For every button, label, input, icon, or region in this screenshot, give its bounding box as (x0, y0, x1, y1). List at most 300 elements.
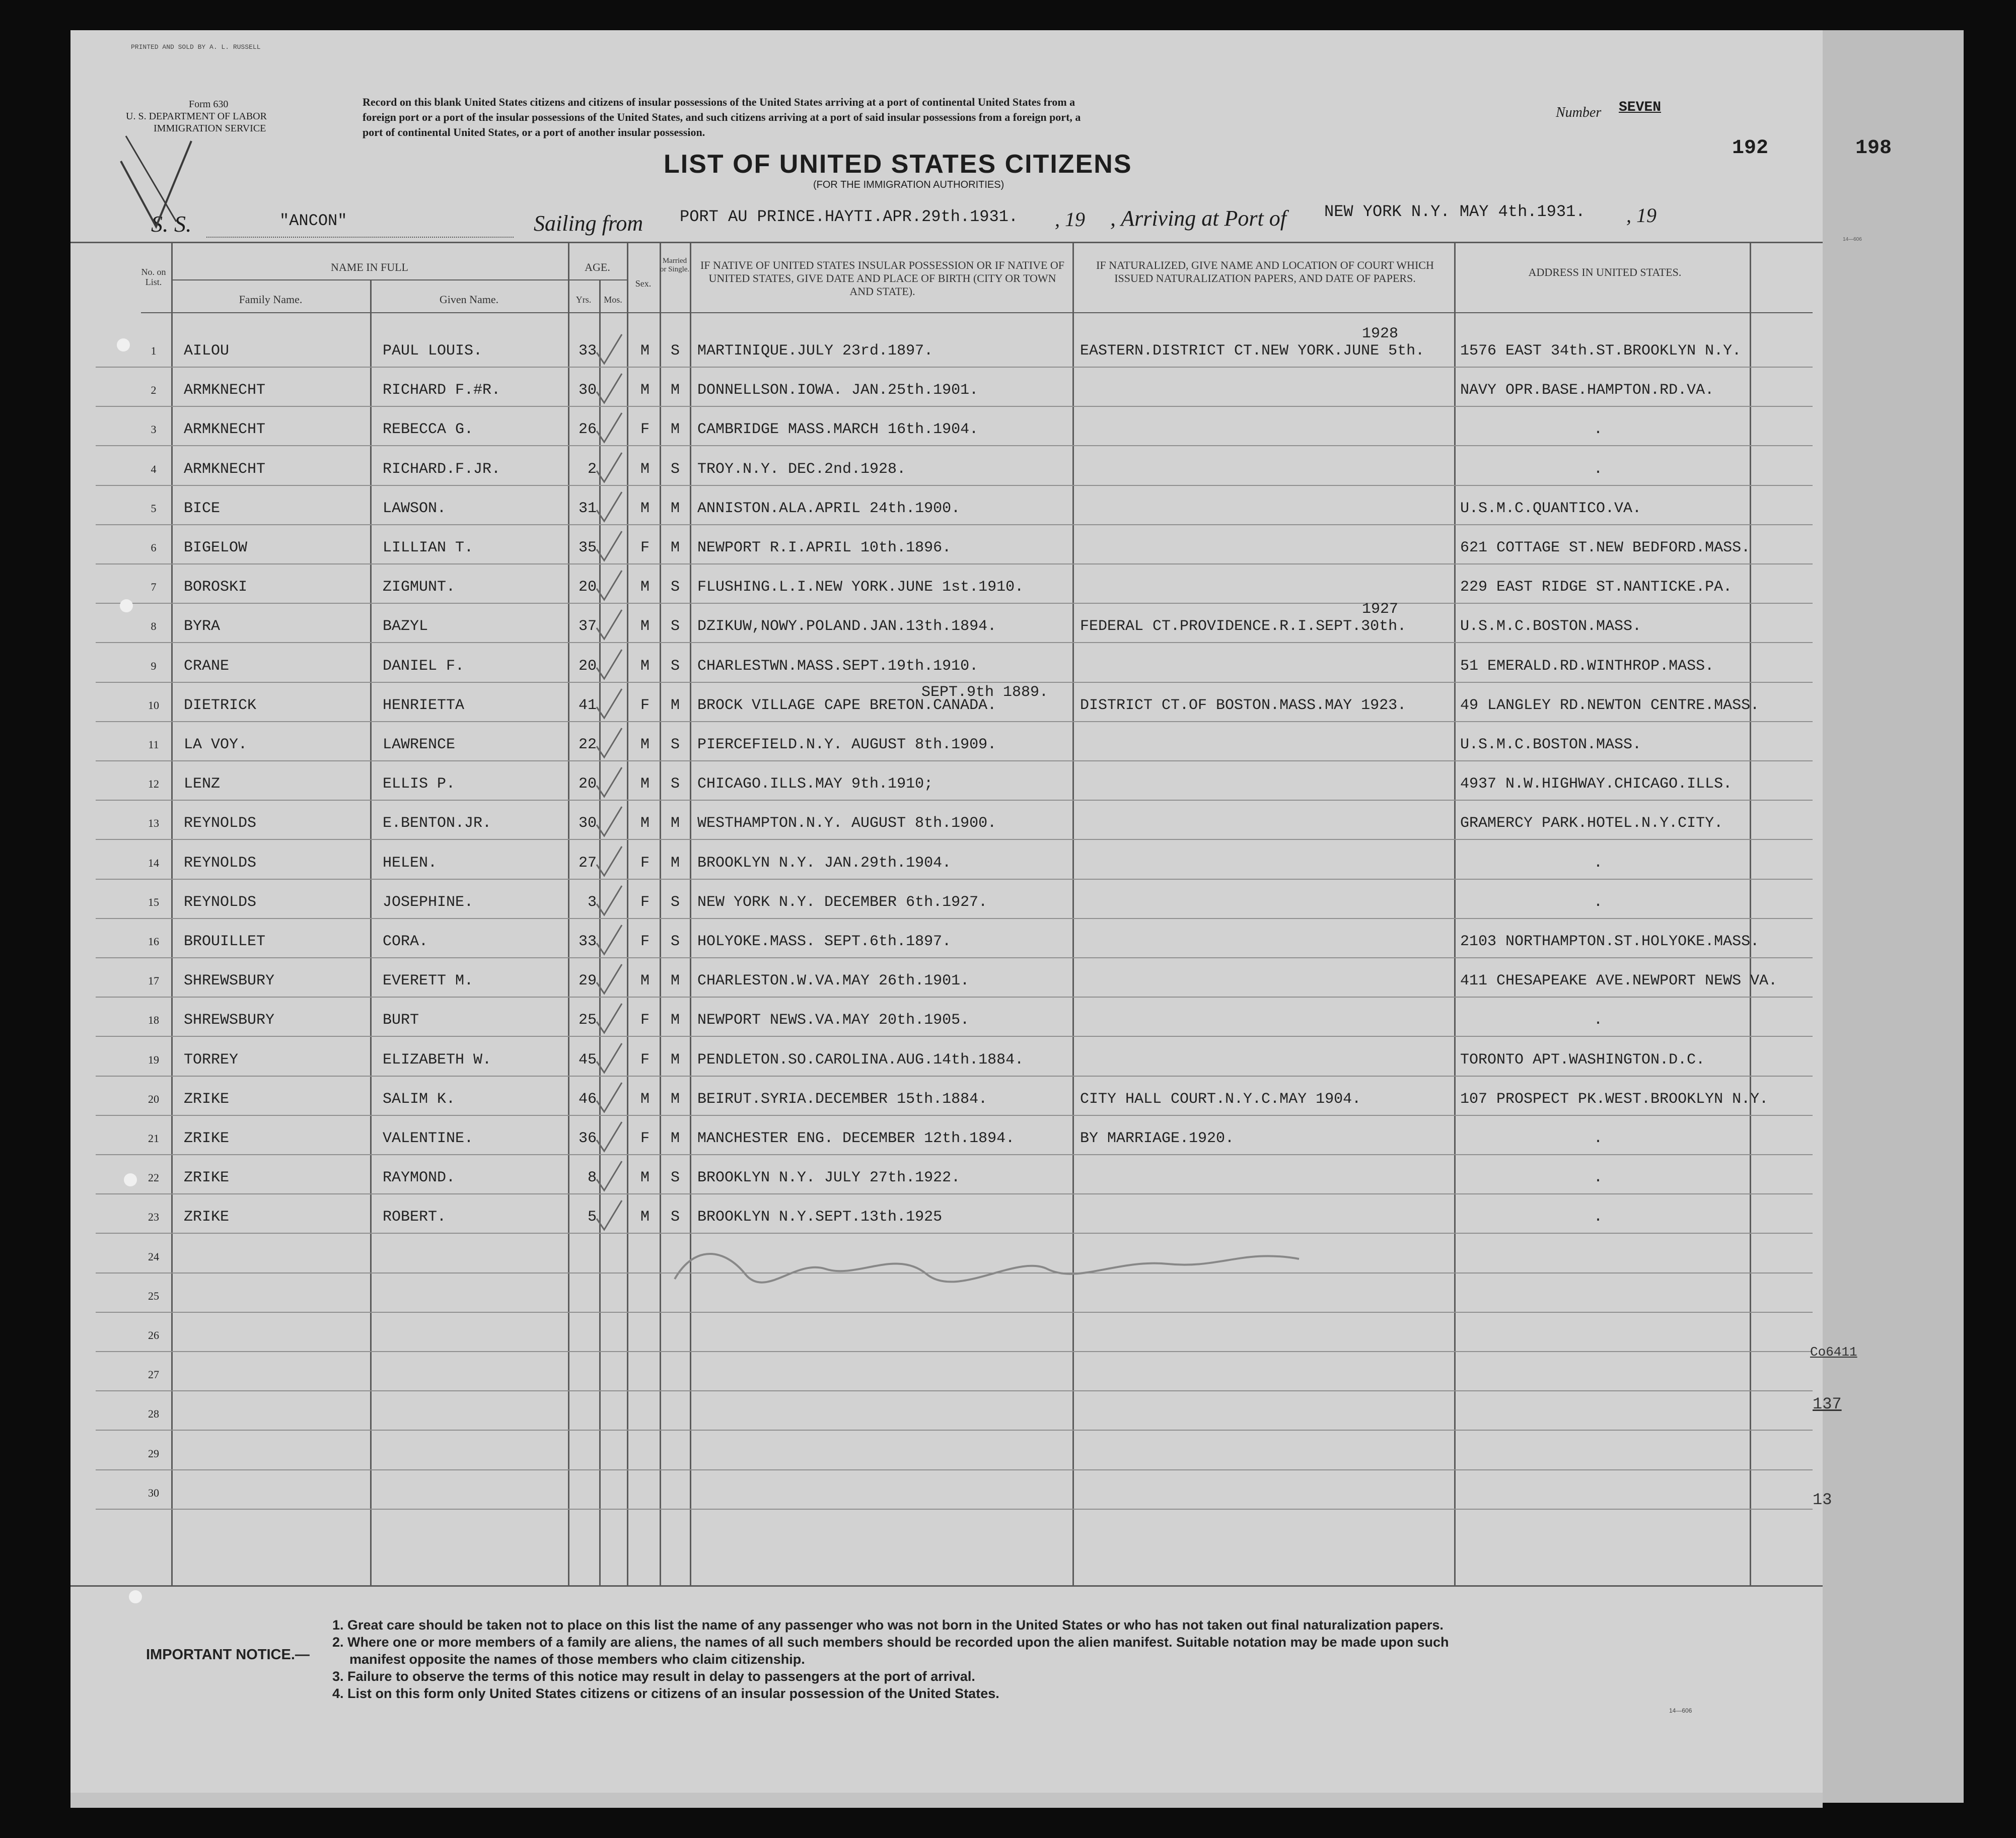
margin-note: 137 (1813, 1395, 1842, 1413)
col-divider (627, 242, 628, 1585)
cell-birth: NEWPORT R.I.APRIL 10th.1896. (697, 539, 952, 556)
cell-yrs: 31 (578, 500, 597, 517)
notice-item: 4. List on this form only United States citizens or citizens of an insular possession of the United States. (332, 1686, 999, 1701)
cell-no: 6 (151, 541, 157, 554)
tick-mark-icon (594, 726, 624, 761)
tick-mark-icon (594, 1081, 624, 1116)
cell-sex: M (640, 500, 650, 517)
instruction-line: Record on this blank United States citizens and citizens of insular possessions of the United States arriving at a port of continental United States from a (363, 96, 1075, 108)
row-rule (96, 1351, 1813, 1352)
cell-addr: U.S.M.C.BOSTON.MASS. (1460, 736, 1642, 753)
cell-no: 8 (151, 620, 157, 633)
cell-no: 30 (148, 1486, 159, 1499)
row-rule (96, 721, 1813, 722)
ss-label: S. S. (151, 211, 192, 237)
cell-given: RICHARD.F.JR. (383, 460, 501, 478)
cell-sex: M (640, 342, 650, 360)
cell-ms: M (671, 1012, 680, 1029)
cell-no: 26 (148, 1329, 159, 1341)
cell-sex: F (640, 1012, 650, 1029)
header-name-in-full: NAME IN FULL (331, 261, 408, 273)
cell-no: 17 (148, 974, 159, 987)
cell-ms: M (671, 500, 680, 517)
cell-family: ARMKNECHT (184, 421, 266, 439)
cell-yrs: 27 (578, 854, 597, 872)
tick-mark-icon (594, 1159, 624, 1194)
page-number-left: 192 (1732, 137, 1769, 160)
cell-sex: M (640, 972, 650, 990)
col-divider (1454, 242, 1456, 1585)
tick-mark-icon (594, 765, 624, 801)
cell-addr: 49 LANGLEY RD.NEWTON CENTRE.MASS. (1460, 696, 1760, 714)
tick-mark-icon (594, 372, 624, 407)
tick-mark-icon (594, 844, 624, 880)
tick-mark-icon (594, 923, 624, 958)
cell-addr: TORONTO APT.WASHINGTON.D.C. (1460, 1051, 1705, 1069)
header-given-name: Given Name. (439, 293, 499, 306)
cell-addr: . (1594, 421, 1603, 439)
cell-sex: M (640, 460, 650, 478)
cell-birth: CAMBRIDGE MASS.MARCH 16th.1904. (697, 421, 979, 439)
header-no: No. on List. (141, 267, 166, 287)
cell-yrs: 20 (578, 775, 597, 793)
page-subtitle: (FOR THE IMMIGRATION AUTHORITIES) (813, 179, 1004, 190)
cell-given: BURT (383, 1012, 419, 1029)
header-birth: IF NATIVE OF UNITED STATES INSULAR POSSESSION OR IF NATIVE OF UNITED STATES, GIVE DATE AND PLACE OF BIRTH (CITY OR TOWN AND STATE). (700, 259, 1065, 298)
cell-sex: F (640, 539, 650, 556)
row-rule (96, 1469, 1813, 1470)
cell-given: RAYMOND. (383, 1169, 456, 1187)
form-number: Form 630 (189, 99, 229, 110)
notice-item: 3. Failure to observe the terms of this notice may result in delay to passengers at the port of arrival. (332, 1669, 975, 1684)
col-divider (370, 279, 372, 1585)
cell-birth: TROY.N.Y. DEC.2nd.1928. (697, 460, 906, 478)
col-divider (660, 242, 661, 1585)
cell-sex: M (640, 1090, 650, 1108)
cell-addr: . (1594, 1130, 1603, 1147)
cell-given: JOSEPHINE. (383, 893, 474, 911)
cell-family: AILOU (184, 342, 230, 360)
cell-birth: CHARLESTWN.MASS.SEPT.19th.1910. (697, 657, 979, 675)
cell-ms: M (671, 382, 680, 399)
cell-given: ROBERT. (383, 1209, 447, 1226)
cell-no: 19 (148, 1053, 159, 1066)
header-sex: Sex. (635, 278, 652, 289)
cell-ms: S (671, 775, 680, 793)
cell-birth: CHICAGO.ILLS.MAY 9th.1910; (697, 775, 933, 793)
notice-label: IMPORTANT NOTICE.— (146, 1647, 310, 1663)
row-rule (96, 524, 1813, 525)
row-rule (96, 800, 1813, 801)
tick-mark-icon (594, 332, 624, 368)
cell-no: 22 (148, 1171, 159, 1184)
cell-ms: M (671, 1090, 680, 1108)
col-divider (690, 242, 691, 1585)
notice-item: 2. Where one or more members of a family are aliens, the names of all such members should be recorded upon the alien manifest. Suitable notation may be made upon such (332, 1635, 1449, 1650)
row-rule (96, 1076, 1813, 1077)
table-top-border (70, 242, 1823, 243)
cell-yrs: 30 (578, 815, 597, 832)
row-rule (96, 367, 1813, 368)
age-subheader-line (568, 279, 627, 280)
cell-sex: F (640, 933, 650, 950)
handwritten-scrawl (665, 1229, 1319, 1299)
tick-mark-icon (594, 1002, 624, 1037)
ship-name: "ANCON" (279, 211, 347, 230)
cell-nat: BY MARRIAGE.1920. (1080, 1130, 1235, 1147)
cell-no: 23 (148, 1211, 159, 1224)
cell-addr: . (1594, 1169, 1603, 1187)
tick-mark-icon (594, 687, 624, 722)
cell-no: 25 (148, 1289, 159, 1302)
cell-given: CORA. (383, 933, 428, 950)
cell-family: ARMKNECHT (184, 460, 266, 478)
tick-mark-icon (594, 805, 624, 840)
cell-no: 27 (148, 1368, 159, 1381)
cell-sex: M (640, 1209, 650, 1226)
cell-no: 12 (148, 777, 159, 791)
cell-nat: FEDERAL CT.PROVIDENCE.R.I.SEPT.30th. (1080, 618, 1407, 635)
cell-ms: S (671, 342, 680, 360)
row-rule (96, 1430, 1813, 1431)
cell-ms: S (671, 933, 680, 950)
cell-ms: M (671, 815, 680, 832)
header-family-name: Family Name. (239, 293, 303, 306)
printer-line: PRINTED AND SOLD BY A. L. RUSSELL (131, 43, 261, 51)
cell-ms: S (671, 1169, 680, 1187)
cell-sex: F (640, 696, 650, 714)
cell-yrs: 3 (587, 893, 597, 911)
cell-birth: CHARLESTON.W.VA.MAY 26th.1901. (697, 972, 970, 990)
cell-addr: 51 EMERALD.RD.WINTHROP.MASS. (1460, 657, 1714, 675)
cell-family: LENZ (184, 775, 221, 793)
arriving-year: , 19 (1626, 204, 1657, 227)
cell-sex: M (640, 382, 650, 399)
cell-nat-year: 1928 (1362, 325, 1399, 342)
cell-given: PAUL LOUIS. (383, 342, 483, 360)
cell-sex: M (640, 618, 650, 635)
cell-yrs: 33 (578, 933, 597, 950)
header-mos: Mos. (604, 295, 622, 305)
row-rule (96, 1036, 1813, 1037)
notice-item: manifest opposite the names of those members who claim citizenship. (349, 1652, 805, 1667)
row-rule (96, 406, 1813, 407)
header-yrs: Yrs. (575, 295, 592, 305)
cell-addr: 4937 N.W.HIGHWAY.CHICAGO.ILLS. (1460, 775, 1733, 793)
cell-nat: EASTERN.DISTRICT CT.NEW YORK.JUNE 5th. (1080, 342, 1425, 360)
cell-given: EVERETT M. (383, 972, 474, 990)
cell-given: HENRIETTA (383, 696, 465, 714)
cell-birth: NEW YORK N.Y. DECEMBER 6th.1927. (697, 893, 988, 911)
cell-no: 10 (148, 698, 159, 712)
cell-yrs: 36 (578, 1130, 597, 1147)
cell-birth: NEWPORT NEWS.VA.MAY 20th.1905. (697, 1012, 970, 1029)
cell-yrs: 30 (578, 382, 597, 399)
cell-ms: M (671, 1130, 680, 1147)
tick-mark-icon (594, 884, 624, 919)
cell-yrs: 46 (578, 1090, 597, 1108)
table-bottom-border (70, 1585, 1823, 1587)
row-rule (96, 1193, 1813, 1194)
cell-yrs: 22 (578, 736, 597, 753)
cell-sex: M (640, 579, 650, 596)
cell-yrs: 2 (587, 460, 597, 478)
cell-addr: 107 PROSPECT PK.WEST.BROOKLYN N.Y. (1460, 1090, 1769, 1108)
instruction-line: port of continental United States, or a port of another insular possession. (363, 126, 705, 138)
gpo-note: 14—606 (1843, 237, 1862, 242)
cell-no: 20 (148, 1092, 159, 1105)
row-rule (96, 760, 1813, 761)
cell-birth: MANCHESTER ENG. DECEMBER 12th.1894. (697, 1130, 1015, 1147)
cell-no: 24 (148, 1250, 159, 1263)
cell-addr: 411 CHESAPEAKE AVE.NEWPORT NEWS VA. (1460, 972, 1778, 990)
cell-given: ZIGMUNT. (383, 579, 456, 596)
cell-yrs: 8 (587, 1169, 597, 1187)
cell-family: LA VOY. (184, 736, 248, 753)
cell-yrs: 45 (578, 1051, 597, 1069)
cell-given: BAZYL (383, 618, 428, 635)
cell-given: DANIEL F. (383, 657, 465, 675)
header-naturalized: IF NATURALIZED, GIVE NAME AND LOCATION OF COURT WHICH ISSUED NATURALIZATION PAPERS, AND DATE OF PAPERS. (1096, 259, 1434, 285)
cell-family: BYRA (184, 618, 221, 635)
cell-family: REYNOLDS (184, 815, 257, 832)
cell-addr: . (1594, 893, 1603, 911)
cell-yrs: 37 (578, 618, 597, 635)
cell-family: SHREWSBURY (184, 1012, 275, 1029)
cell-birth: BEIRUT.SYRIA.DECEMBER 15th.1884. (697, 1090, 988, 1108)
cell-family: ARMKNECHT (184, 382, 266, 399)
form-service: IMMIGRATION SERVICE (154, 123, 266, 134)
cell-given: LILLIAN T. (383, 539, 474, 556)
number-value: SEVEN (1619, 100, 1662, 115)
cell-no: 3 (151, 423, 157, 436)
cell-no: 18 (148, 1014, 159, 1027)
cell-birth: BROOKLYN N.Y. JAN.29th.1904. (697, 854, 952, 872)
check-mark-icon (116, 126, 217, 232)
cell-addr: GRAMERCY PARK.HOTEL.N.Y.CITY. (1460, 815, 1723, 832)
cell-ms: S (671, 1209, 680, 1226)
cell-no: 28 (148, 1407, 159, 1421)
cell-yrs: 25 (578, 1012, 597, 1029)
page-number-right: 198 (1855, 137, 1892, 160)
cell-birth: BROOKLYN N.Y.SEPT.13th.1925 (697, 1209, 943, 1226)
cell-addr: . (1594, 854, 1603, 872)
cell-family: REYNOLDS (184, 854, 257, 872)
header-married-single: Married or Single. (660, 257, 690, 273)
cell-birth: ANNISTON.ALA.APRIL 24th.1900. (697, 500, 961, 517)
cell-family: ZRIKE (184, 1090, 230, 1108)
ship-dotted-line (206, 237, 514, 239)
sailing-year: , 19 (1055, 208, 1085, 231)
sailing-label: Sailing from (534, 211, 643, 236)
cell-given: ELIZABETH W. (383, 1051, 492, 1069)
row-rule (96, 1509, 1813, 1510)
cell-ms: S (671, 579, 680, 596)
tick-mark-icon (594, 451, 624, 486)
cell-family: ZRIKE (184, 1209, 230, 1226)
cell-family: REYNOLDS (184, 893, 257, 911)
cell-no: 14 (148, 856, 159, 869)
row-rule (96, 918, 1813, 919)
cell-addr: NAVY OPR.BASE.HAMPTON.RD.VA. (1460, 382, 1714, 399)
cell-yrs: 33 (578, 342, 597, 360)
cell-sex: M (640, 815, 650, 832)
cell-addr: . (1594, 1012, 1603, 1029)
row-rule (96, 1154, 1813, 1155)
cell-no: 29 (148, 1447, 159, 1460)
binder-hole (117, 338, 130, 351)
cell-ms: M (671, 854, 680, 872)
header-bottom-border (141, 312, 1813, 313)
cell-yrs: 20 (578, 657, 597, 675)
tick-mark-icon (594, 1041, 624, 1077)
cell-addr: 229 EAST RIDGE ST.NANTICKE.PA. (1460, 579, 1733, 596)
cell-sex: M (640, 657, 650, 675)
cell-birth: WESTHAMPTON.N.Y. AUGUST 8th.1900. (697, 815, 997, 832)
cell-given: E.BENTON.JR. (383, 815, 492, 832)
cell-given: REBECCA G. (383, 421, 474, 439)
sheet-bottom-edge (70, 1793, 1823, 1808)
form-dept: U. S. DEPARTMENT OF LABOR (126, 111, 267, 122)
cell-birth: PENDLETON.SO.CAROLINA.AUG.14th.1884. (697, 1051, 1024, 1069)
cell-family: CRANE (184, 657, 230, 675)
binder-hole (129, 1590, 142, 1603)
notice-code: 14—606 (1669, 1707, 1692, 1714)
col-divider (171, 242, 173, 1585)
notice-item: 1. Great care should be taken not to place on this list the name of any passenger who was not born in the United States or who has not taken out final naturalization papers. (332, 1617, 1444, 1633)
cell-given: ELLIS P. (383, 775, 456, 793)
cell-yrs: 26 (578, 421, 597, 439)
cell-family: DIETRICK (184, 696, 257, 714)
binder-hole (120, 599, 133, 612)
cell-sex: F (640, 421, 650, 439)
cell-birth-date: SEPT.9th 1889. (921, 683, 1049, 701)
tick-mark-icon (594, 411, 624, 446)
arriving-label: , Arriving at Port of (1110, 206, 1286, 231)
binder-hole (124, 1173, 137, 1186)
arriving-value: NEW YORK N.Y. MAY 4th.1931. (1324, 202, 1586, 221)
instruction-line: foreign port or a port of the insular possessions of the United States, and such citizens arriving at a port of said insular possessions from a foreign port, a (363, 111, 1081, 123)
cell-addr: 621 COTTAGE ST.NEW BEDFORD.MASS. (1460, 539, 1751, 556)
cell-nat-year: 1927 (1362, 601, 1399, 618)
cell-yrs: 5 (587, 1209, 597, 1226)
cell-family: BOROSKI (184, 579, 248, 596)
cell-ms: M (671, 539, 680, 556)
row-rule (96, 957, 1813, 958)
cell-birth: DZIKUW,NOWY.POLAND.JAN.13th.1894. (697, 618, 997, 635)
cell-addr: . (1594, 460, 1603, 478)
cell-family: BICE (184, 500, 221, 517)
cell-sex: M (640, 1169, 650, 1187)
cell-no: 1 (151, 344, 157, 357)
cell-no: 7 (151, 581, 157, 594)
cell-no: 13 (148, 817, 159, 830)
cell-birth: BROCK VILLAGE CAPE BRETON.CANADA. (697, 696, 997, 714)
row-rule (96, 642, 1813, 643)
cell-yrs: 41 (578, 696, 597, 714)
cell-family: ZRIKE (184, 1130, 230, 1147)
row-rule (96, 879, 1813, 880)
header-address: ADDRESS IN UNITED STATES. (1528, 266, 1682, 278)
cell-no: 15 (148, 895, 159, 908)
cell-ms: M (671, 696, 680, 714)
cell-birth: MARTINIQUE.JULY 23rd.1897. (697, 342, 933, 360)
cell-addr: U.S.M.C.BOSTON.MASS. (1460, 618, 1642, 635)
col-divider (1750, 242, 1751, 1585)
cell-sex: F (640, 1051, 650, 1069)
cell-sex: F (640, 893, 650, 911)
row-rule (96, 682, 1813, 683)
cell-sex: M (640, 775, 650, 793)
cell-ms: S (671, 618, 680, 635)
cell-birth: PIERCEFIELD.N.Y. AUGUST 8th.1909. (697, 736, 997, 753)
cell-addr: . (1594, 1209, 1603, 1226)
cell-ms: S (671, 657, 680, 675)
margin-note: Co6411 (1810, 1345, 1857, 1360)
col-divider (568, 242, 569, 1585)
row-rule (96, 1390, 1813, 1391)
row-rule (96, 1312, 1813, 1313)
cell-birth: BROOKLYN N.Y. JULY 27th.1922. (697, 1169, 961, 1187)
tick-mark-icon (594, 529, 624, 564)
name-subheader-line (171, 279, 568, 280)
notice-body (332, 1616, 1449, 1702)
cell-no: 5 (151, 502, 157, 515)
row-rule (96, 997, 1813, 998)
cell-ms: M (671, 1051, 680, 1069)
col-divider (1072, 242, 1074, 1585)
cell-birth: HOLYOKE.MASS. SEPT.6th.1897. (697, 933, 952, 950)
cell-ms: S (671, 736, 680, 753)
cell-no: 16 (148, 935, 159, 948)
row-rule (96, 603, 1813, 604)
cell-given: RICHARD F.#R. (383, 382, 501, 399)
cell-nat: CITY HALL COURT.N.Y.C.MAY 1904. (1080, 1090, 1361, 1108)
cell-family: BIGELOW (184, 539, 248, 556)
row-rule (96, 1115, 1813, 1116)
cell-yrs: 35 (578, 539, 597, 556)
cell-family: TORREY (184, 1051, 239, 1069)
tick-mark-icon (594, 569, 624, 604)
cell-no: 9 (151, 659, 157, 672)
cell-birth: DONNELLSON.IOWA. JAN.25th.1901. (697, 382, 979, 399)
cell-family: ZRIKE (184, 1169, 230, 1187)
cell-no: 21 (148, 1132, 159, 1145)
cell-birth: FLUSHING.L.I.NEW YORK.JUNE 1st.1910. (697, 579, 1024, 596)
margin-note: 13 (1813, 1491, 1832, 1509)
cell-no: 4 (151, 462, 157, 475)
tick-mark-icon (594, 962, 624, 998)
cell-no: 11 (148, 738, 159, 751)
cell-sex: F (640, 854, 650, 872)
row-rule (96, 445, 1813, 446)
sailing-value: PORT AU PRINCE.HAYTI.APR.29th.1931. (680, 207, 1019, 226)
number-label: Number (1556, 105, 1602, 120)
cell-yrs: 20 (578, 579, 597, 596)
cell-ms: M (671, 421, 680, 439)
cell-sex: F (640, 1130, 650, 1147)
cell-given: LAWSON. (383, 500, 447, 517)
cell-ms: S (671, 460, 680, 478)
cell-ms: M (671, 972, 680, 990)
cell-ms: S (671, 893, 680, 911)
row-rule (96, 563, 1813, 564)
instructions (363, 95, 1081, 140)
tick-mark-icon (594, 490, 624, 525)
cell-addr: 1576 EAST 34th.ST.BROOKLYN N.Y. (1460, 342, 1742, 360)
page-title: LIST OF UNITED STATES CITIZENS (664, 150, 1132, 179)
cell-addr: U.S.M.C.QUANTICO.VA. (1460, 500, 1642, 517)
